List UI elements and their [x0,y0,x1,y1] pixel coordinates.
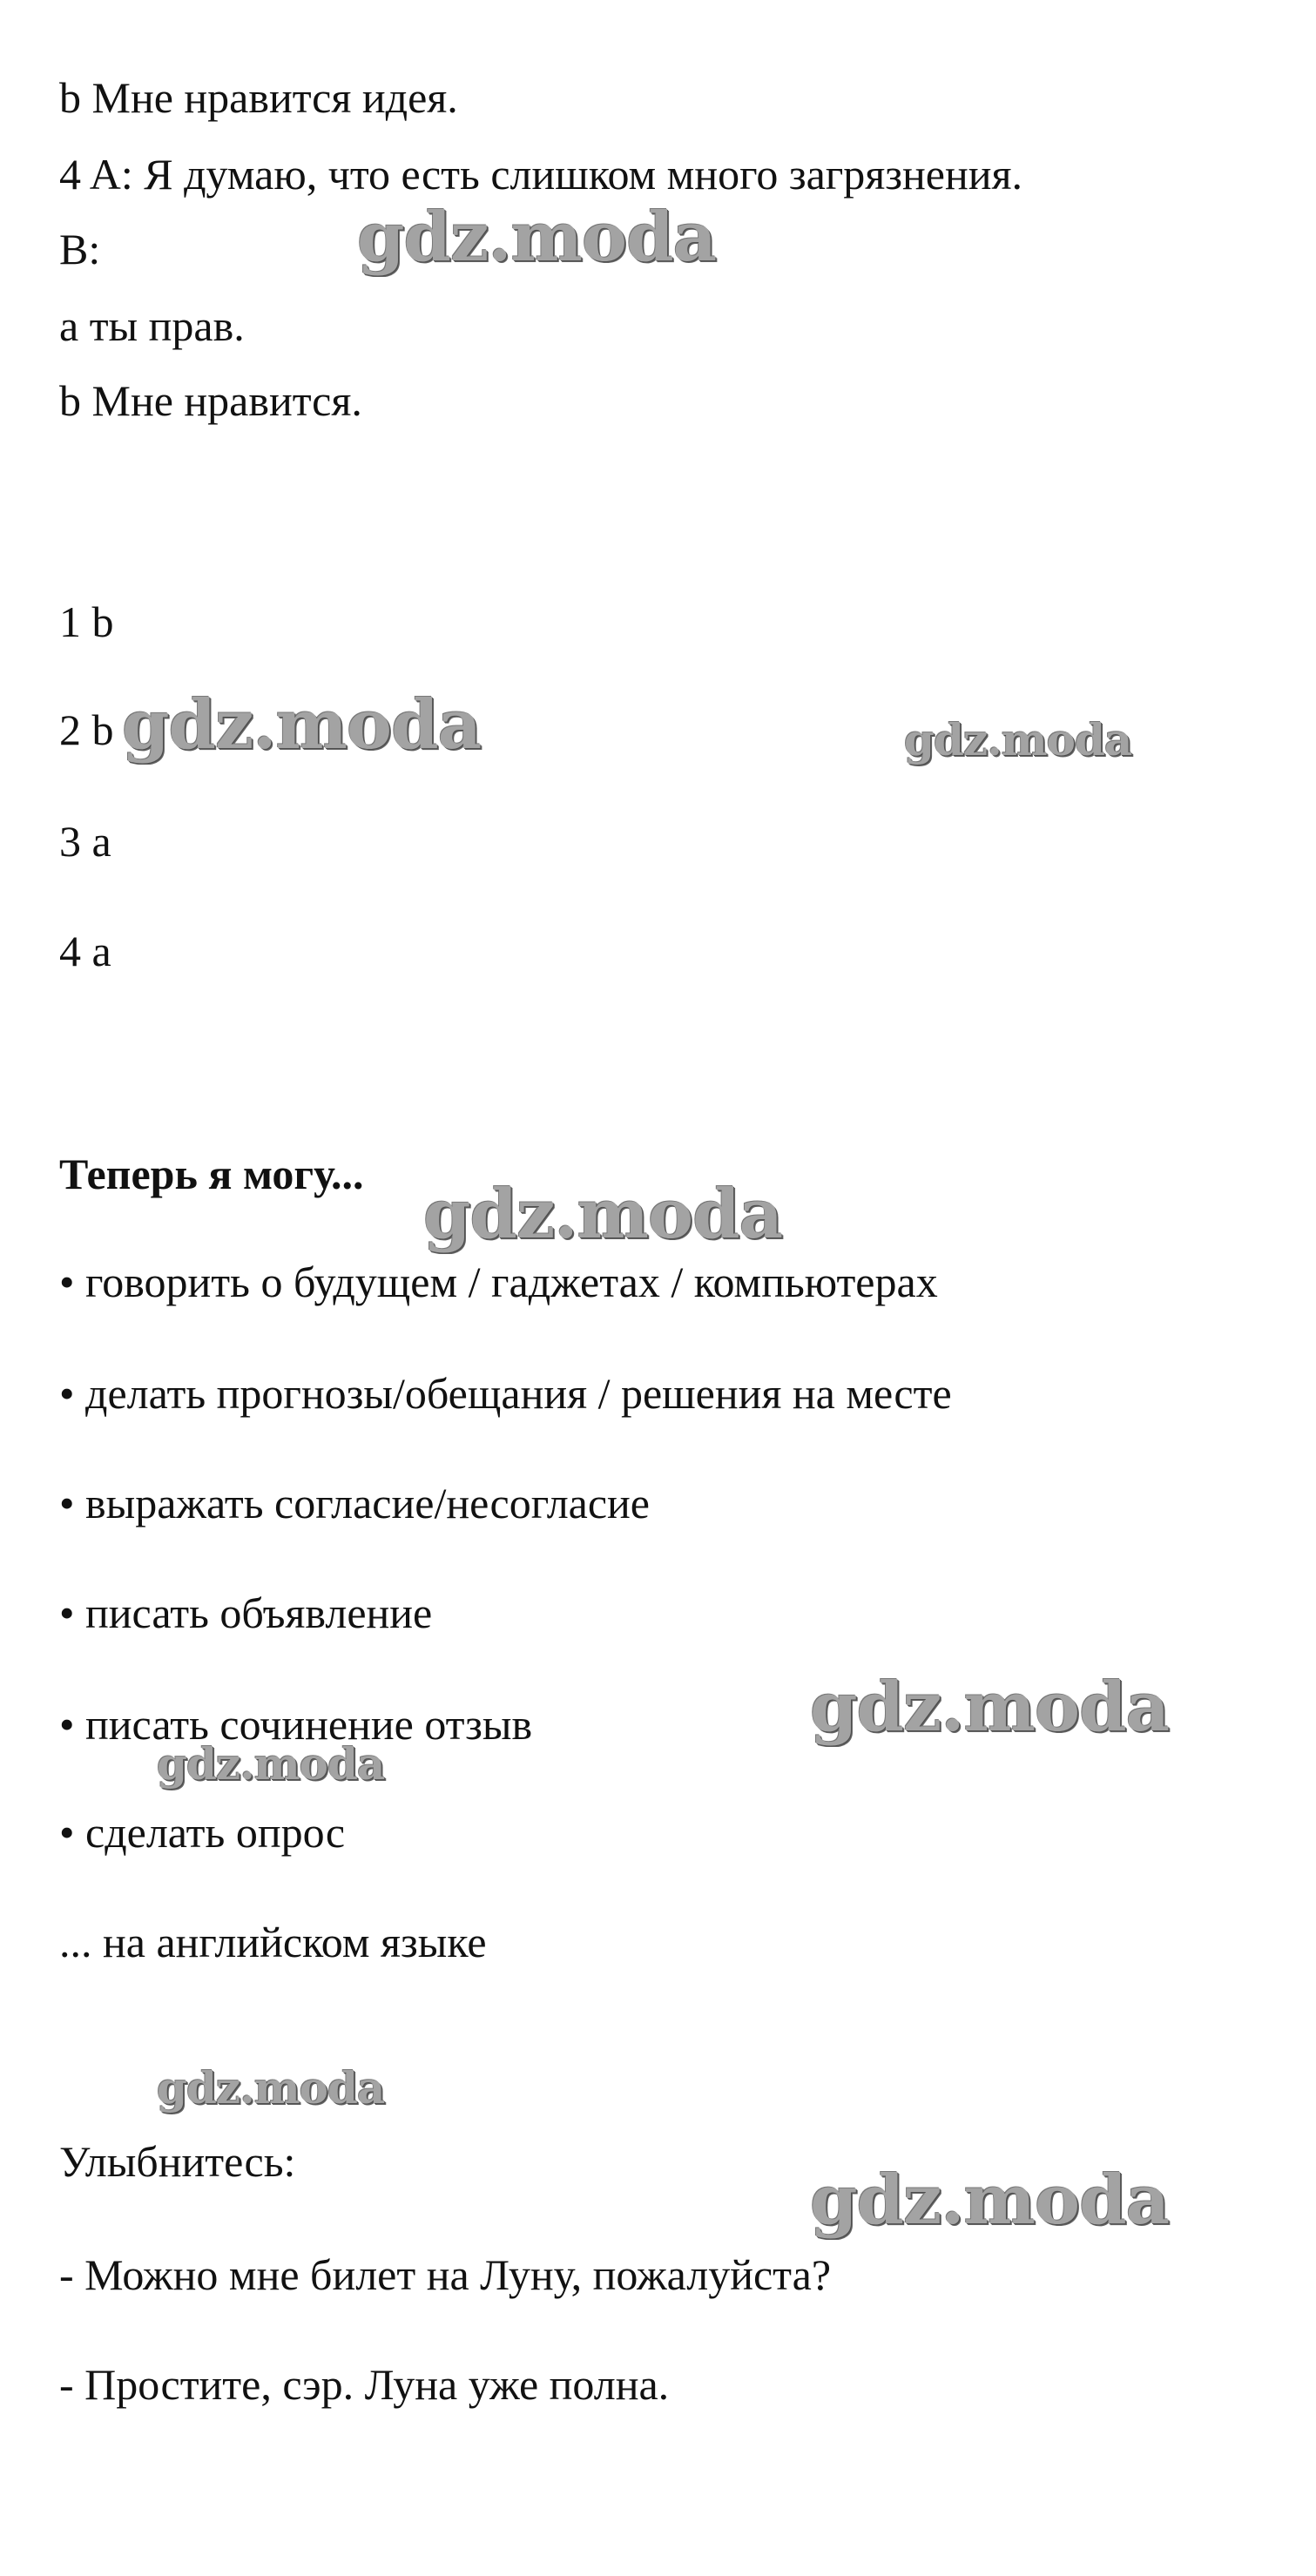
closing-line: ... на английском языке [59,1918,487,1966]
section-heading: Теперь я могу... [59,1150,364,1198]
text-line-3: B: [59,225,101,273]
smile-heading: Улыбнитесь: [59,2137,296,2186]
text-line-2: 4 A: Я думаю, что есть слишком много загрязнения. [59,150,1023,199]
watermark-logo: gdz.moda [810,2161,1170,2240]
bullet-4: • писать объявление [59,1588,433,1637]
answer-3: 3 a [59,817,111,866]
watermark-logo: gdz.moda [157,1738,385,1790]
watermark-logo: gdz.moda [122,685,482,765]
text-line-4: a ты прав. [59,301,245,350]
answer-2: 2 b [59,705,114,754]
bullet-3: • выражать согласие/несогласие [59,1479,650,1527]
watermark-logo: gdz.moda [357,198,717,277]
bullet-1: • говорить о будущем / гаджетах / компьютерах [59,1258,938,1306]
dialogue-line-2: - Простите, сэр. Луна уже полна. [59,2360,670,2409]
answer-1: 1 b [59,597,114,646]
watermark-logo: gdz.moda [423,1175,783,1254]
bullet-2: • делать прогнозы/обещания / решения на месте [59,1369,952,1418]
dialogue-line-1: - Можно мне билет на Луну, пожалуйста? [59,2250,832,2299]
answer-4: 4 a [59,927,111,975]
text-line-1: b Мне нравится идея. [59,73,458,122]
watermark-logo: gdz.moda [157,2062,385,2114]
watermark-logo: gdz.moda [904,714,1132,765]
watermark-logo: gdz.moda [810,1668,1170,1747]
bullet-6: • сделать опрос [59,1808,346,1857]
bullet-5: • писать сочинение отзыв [59,1700,533,1749]
text-line-5: b Мне нравится. [59,376,362,425]
